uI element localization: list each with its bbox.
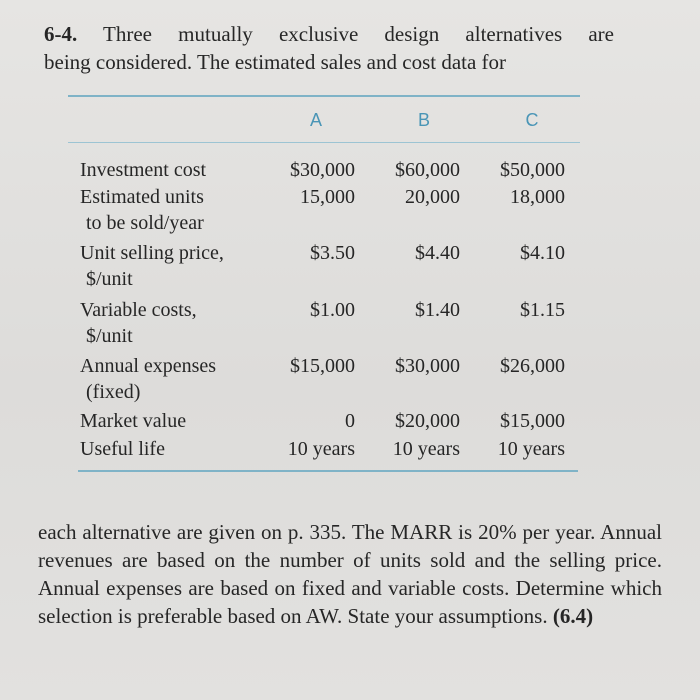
value-a: $3.50 <box>310 242 355 264</box>
problem-intro <box>44 20 614 76</box>
intro-line-2: being considered. The estimated sales and cost data for <box>44 50 507 74</box>
row-label-sub: $/unit <box>86 268 133 290</box>
value-b: $1.40 <box>415 299 460 321</box>
value-c: $50,000 <box>500 159 565 181</box>
row-label-sub: $/unit <box>86 325 133 347</box>
column-header-c: C <box>525 110 539 130</box>
row-label-sub: (fixed) <box>86 381 141 403</box>
row-label <box>80 184 270 236</box>
intro-text-1: Three mutually exclusive design alternatives are <box>103 22 614 46</box>
value-c: 10 years <box>497 438 565 460</box>
value-a: 0 <box>345 410 355 432</box>
column-header-a: A <box>309 110 322 130</box>
column-header-b: B <box>417 110 430 130</box>
value-a: $1.00 <box>310 299 355 321</box>
table-header-rule <box>68 142 580 143</box>
value-b: $4.40 <box>415 242 460 264</box>
row-label: Investment cost <box>80 159 207 181</box>
row-label <box>80 353 270 405</box>
table-bottom-rule <box>78 470 578 472</box>
row-label-sub: to be sold/year <box>86 212 204 234</box>
row-label-main: Annual expenses <box>80 355 217 377</box>
value-a: $15,000 <box>290 355 355 377</box>
value-c: $1.15 <box>520 299 565 321</box>
intro-line-1 <box>44 20 614 48</box>
value-c: $15,000 <box>500 410 565 432</box>
value-b: 20,000 <box>405 186 460 208</box>
value-c: 18,000 <box>510 186 565 208</box>
row-label-main: Estimated units <box>80 186 204 208</box>
row-label-main: Variable costs, <box>80 299 197 321</box>
value-c: $26,000 <box>500 355 565 377</box>
value-a: $30,000 <box>290 159 355 181</box>
value-c: $4.10 <box>520 242 565 264</box>
row-label: Useful life <box>80 438 165 460</box>
row-label <box>80 297 270 349</box>
value-b: $30,000 <box>395 355 460 377</box>
outro-text: each alternative are given on p. 335. The MARR is 20% per year. Annual revenues are based on the number of units sold and the selling price. Annual expenses are based on fixed and variable costs. Determine which selection is preferable based on AW. State your assumptions. <box>38 520 662 628</box>
row-label <box>80 240 270 292</box>
value-a: 10 years <box>287 438 355 460</box>
table-top-rule <box>68 95 580 97</box>
section-reference: (6.4) <box>552 604 594 628</box>
row-label-main: Unit selling price, <box>80 242 224 264</box>
problem-number: 6-4. <box>44 22 78 46</box>
value-b: $20,000 <box>395 410 460 432</box>
problem-outro <box>38 518 662 630</box>
value-a: 15,000 <box>300 186 355 208</box>
value-b: $60,000 <box>395 159 460 181</box>
row-label: Market value <box>80 410 187 432</box>
value-b: 10 years <box>392 438 460 460</box>
